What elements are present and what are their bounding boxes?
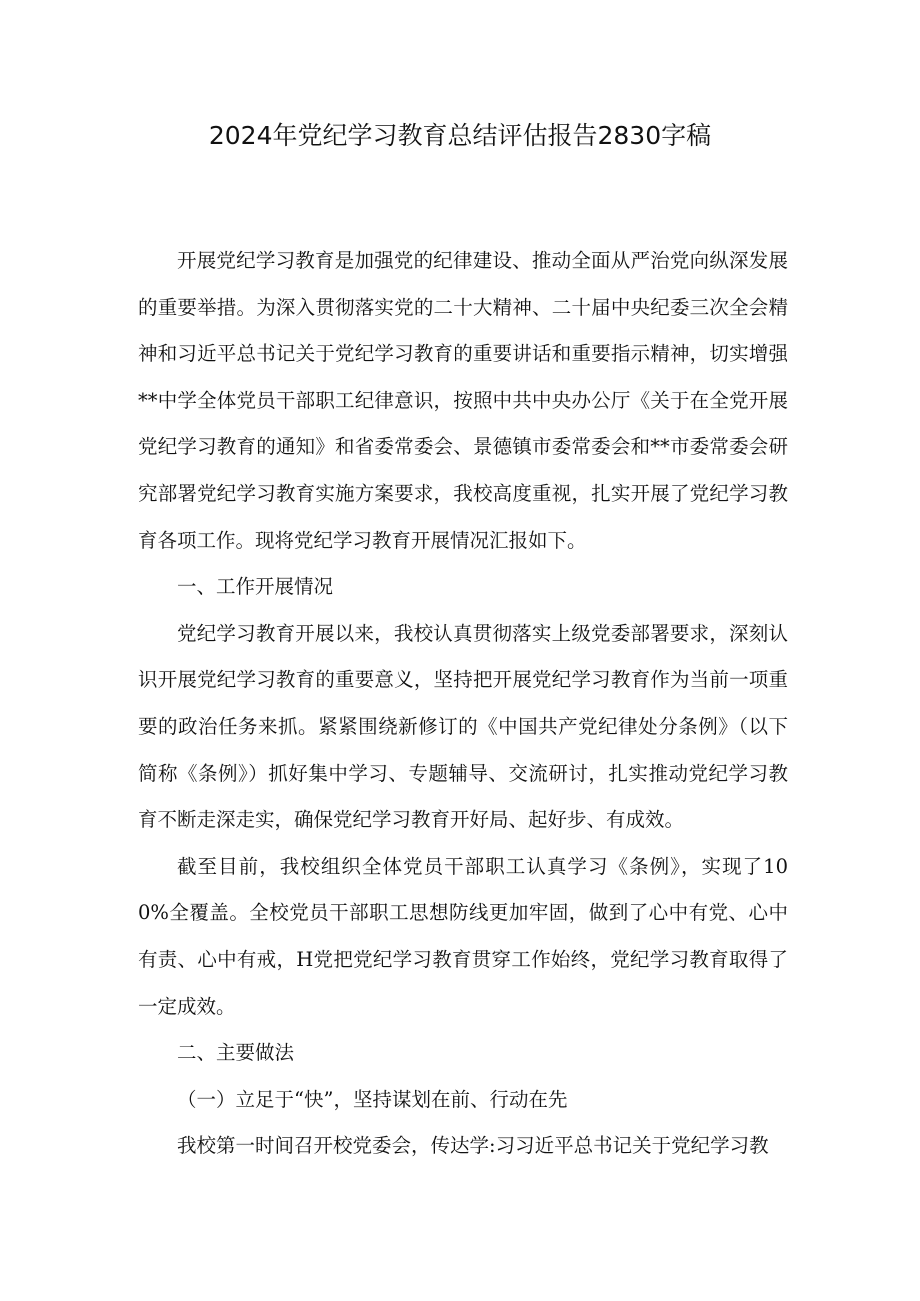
section-heading-work-status: 一、工作开展情况 (177, 575, 334, 599)
paragraph-results: 截至目前，我校组织全体党员干部职工认真学习《条例》，实现了100%全覆盖。全校党员干部职工思想防线更加牢固，做到了心中有党、心中有责、心中有戒，H党把党纪学习教育贯穿工作始终，党纪学习教育取得了一定成效。 (138, 854, 788, 1018)
document-title: 2024年党纪学习教育总结评估报告2830字稿 (208, 121, 712, 150)
document-body (138, 238, 788, 1170)
section-heading-main-practices: 二、主要做法 (177, 1041, 295, 1065)
subheading-fast: （一）立足于“快”，坚持谋划在前、行动在先 (177, 1087, 568, 1111)
paragraph-work-status: 党纪学习教育开展以来，我校认真贯彻落实上级党委部署要求，深刻认识开展党纪学习教育的重要意义，坚持把开展党纪学习教育作为当前一项重要的政治任务来抓。紧紧围绕新修订的《中国共产党纪律处分条例》（以下简称《条例》）抓好集中学习、专题辅导、交流研讨，扎实推动党纪学习教育不断走深走实，确保党纪学习教育开好局、起好步、有成效。 (138, 621, 788, 832)
paragraph-intro: 开展党纪学习教育是加强党的纪律建设、推动全面从严治党向纵深发展的重要举措。为深入贯彻落实党的二十大精神、二十届中央纪委三次全会精神和习近平总书记关于党纪学习教育的重要讲话和重要指示精神，切实增强**中学全体党员干部职工纪律意识，按照中共中央办公厅《关于在全党开展党纪学习教育的通知》和省委常委会、景德镇市委常委会和**市委常委会研究部署党纪学习教育实施方案要求，我校高度重视，扎实开展了党纪学习教育各项工作。现将党纪学习教育开展情况汇报如下。 (138, 249, 788, 552)
paragraph-first-meeting: 我校第一时间召开校党委会，传达学:习习近平总书记关于党纪学习教 (177, 1134, 769, 1158)
